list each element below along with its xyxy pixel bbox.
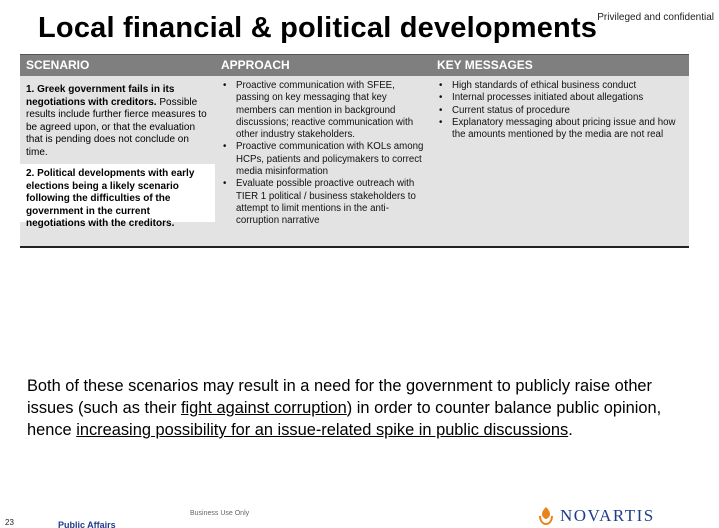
slide-title: Local financial & political developments bbox=[38, 12, 598, 44]
list-item: • High standards of ethical business conduct bbox=[437, 80, 682, 92]
list-item: • Explanatory messaging about pricing issue and how the amounts mentioned by the media are not real bbox=[437, 117, 682, 142]
column-header-scenario: SCENARIO bbox=[26, 58, 90, 72]
column-header-key-messages: KEY MESSAGES bbox=[437, 58, 533, 72]
summary-link-corruption: fight against corruption bbox=[180, 399, 347, 417]
list-item: • Proactive communication with KOLs among HCPs, patients and policymakers to correct media misinformation bbox=[221, 141, 429, 178]
confidential-label: Privileged and confidential bbox=[597, 12, 714, 23]
scenario-1-detail: Possible results include further fierce measures to be agreed upon, or that the evaluation that is pending does not conclude on time. bbox=[26, 96, 207, 158]
page-number: 23 bbox=[5, 518, 14, 527]
list-item: • Evaluate possible proactive outreach with TIER 1 political / business stakeholders to attempt to limit mentions in the anti-corruption narrative bbox=[221, 178, 429, 227]
scenario-1-lead: 1. Greek government fails in its negotiations with creditors. bbox=[26, 84, 175, 108]
summary-text-1: Both of these scenarios may result in a need for the government to publicly raise other issues (such as their bbox=[27, 377, 653, 417]
classification-label: Business Use Only bbox=[190, 510, 250, 517]
summary-text-2: ) in order to counter balance public opinion, hence bbox=[27, 399, 662, 439]
list-item: • Current status of procedure bbox=[437, 105, 682, 117]
list-item: • Proactive communication with SFEE, passing on key messaging that key members can mention in background discussions; reactive communication with other industry stakeholders. bbox=[221, 80, 429, 141]
summary-link-spike: increasing possibility for an issue-related spike in public discussions bbox=[76, 421, 569, 439]
department-label: Public Affairs bbox=[58, 520, 116, 528]
key-messages-list bbox=[437, 80, 682, 141]
scenario-table bbox=[20, 54, 689, 248]
flame-icon bbox=[536, 505, 556, 527]
summary-text-3: . bbox=[568, 421, 573, 439]
table-header-row bbox=[20, 54, 689, 76]
novartis-logo bbox=[536, 505, 655, 527]
list-item: • Internal processes initiated about allegations bbox=[437, 92, 682, 104]
table-body bbox=[20, 76, 689, 248]
summary-paragraph bbox=[27, 375, 667, 441]
logo-text: NOVARTIS bbox=[560, 506, 655, 525]
approach-list bbox=[221, 80, 429, 228]
column-header-approach: APPROACH bbox=[221, 58, 290, 72]
scenario-cell-1 bbox=[20, 80, 215, 164]
scenario-cell-2: 2. Political developments with early elections being a likely scenario following the difficulties of the government in the current negotiations with the creditors. bbox=[20, 164, 215, 222]
